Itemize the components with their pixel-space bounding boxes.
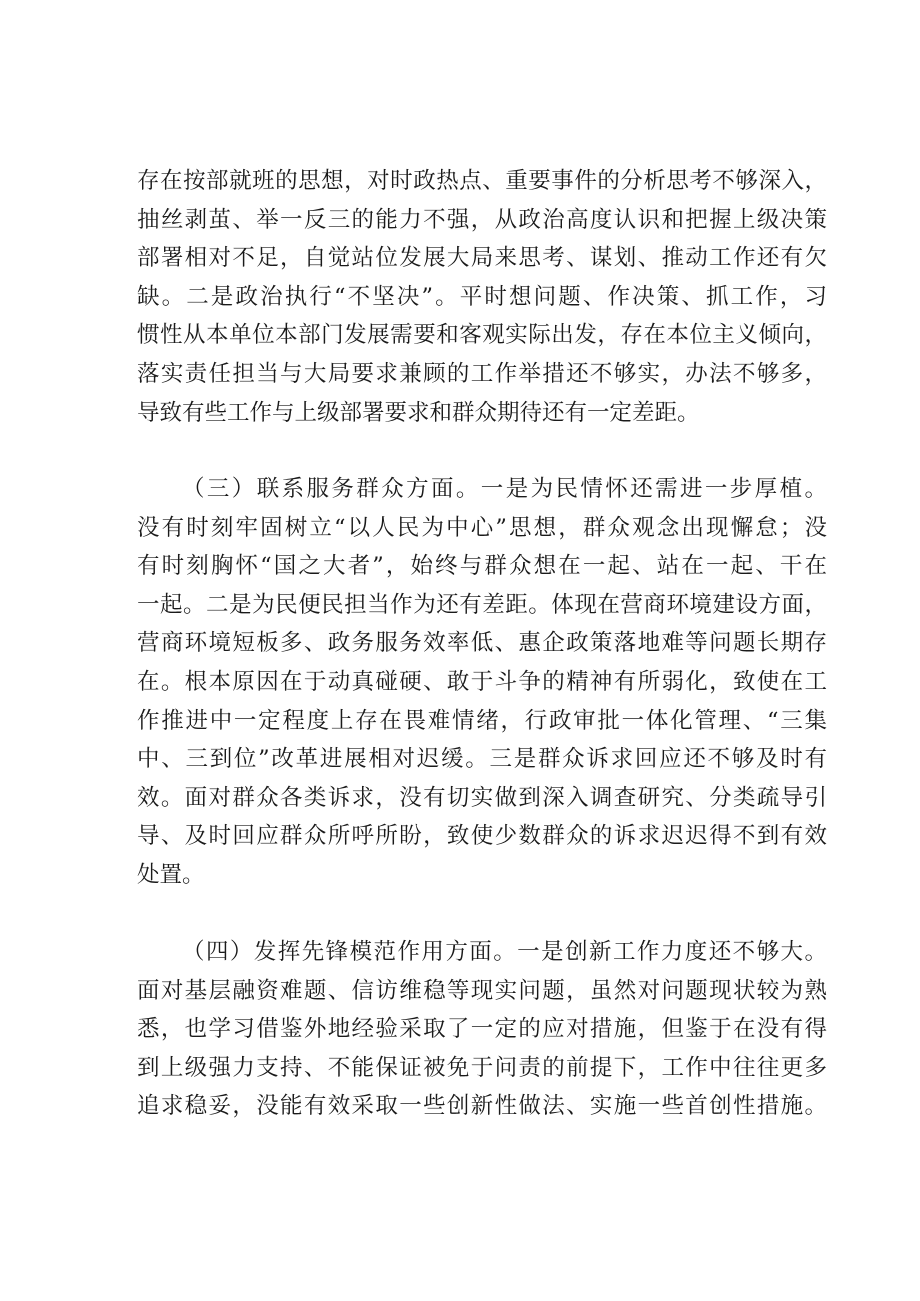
text-line: 导、及时回应群众所呼所盼，致使少数群众的诉求迟迟得不到有效	[137, 823, 827, 850]
text-line: 营商环境短板多、政务服务效率低、惠企政策落地难等问题长期存	[137, 630, 827, 657]
text-line: 一起。二是为民便民担当作为还有差距。体现在营商环境建设方面，	[137, 591, 827, 618]
text-line: 部署相对不足，自觉站位发展大局来思考、谋划、推动工作还有欠	[137, 245, 827, 272]
text-line: （三）联系服务群众方面。一是为民情怀还需进一步厚植。	[182, 476, 827, 502]
text-line: 面对基层融资难题、信访维稳等现实问题，虽然对问题现状较为熟	[137, 977, 827, 1004]
text-line: 导致有些工作与上级部署要求和群众期待还有一定差距。	[137, 399, 700, 426]
paragraph-political-execution	[137, 162, 827, 432]
text-line: 抽丝剥茧、举一反三的能力不强，从政治高度认识和把握上级决策	[137, 206, 827, 233]
text-line: 没有时刻牢固树立“以人民为中心”思想，群众观念出现懈怠；没	[137, 514, 827, 541]
text-line: 存在按部就班的思想，对时政热点、重要事件的分析思考不够深入，	[137, 168, 827, 194]
text-line: （四）发挥先锋模范作用方面。一是创新工作力度还不够大。	[182, 939, 827, 965]
text-line: 效。面对群众各类诉求，没有切实做到深入调查研究、分类疏导引	[137, 784, 827, 811]
text-line: 到上级强力支持、不能保证被免于问责的前提下，工作中往往更多	[137, 1054, 827, 1081]
text-line: 悉，也学习借鉴外地经验采取了一定的应对措施，但鉴于在没有得	[137, 1016, 827, 1043]
text-line: 中、三到位”改革进展相对迟缓。三是群众诉求回应还不够及时有	[137, 746, 827, 773]
text-line: 落实责任担当与大局要求兼顾的工作举措还不够实，办法不够多，	[137, 360, 827, 387]
text-line: 作推进中一定程度上存在畏难情绪，行政审批一体化管理、“三集	[137, 707, 827, 734]
text-line: 追求稳妥，没能有效采取一些创新性做法、实施一些首创性措施。	[137, 1093, 827, 1120]
paragraph-serving-the-masses	[137, 470, 827, 895]
text-line: 惯性从本单位本部门发展需要和客观实际出发，存在本位主义倾向，	[137, 322, 827, 349]
text-line: 缺。二是政治执行“不坚决”。平时想问题、作决策、抓工作，习	[137, 283, 827, 310]
text-line: 在。根本原因在于动真碰硬、敢于斗争的精神有所弱化，致使在工	[137, 668, 827, 695]
text-line: 处置。	[137, 861, 205, 888]
paragraph-vanguard-role	[137, 933, 827, 1126]
text-line: 有时刻胸怀“国之大者”，始终与群众想在一起、站在一起、干在	[137, 553, 827, 580]
